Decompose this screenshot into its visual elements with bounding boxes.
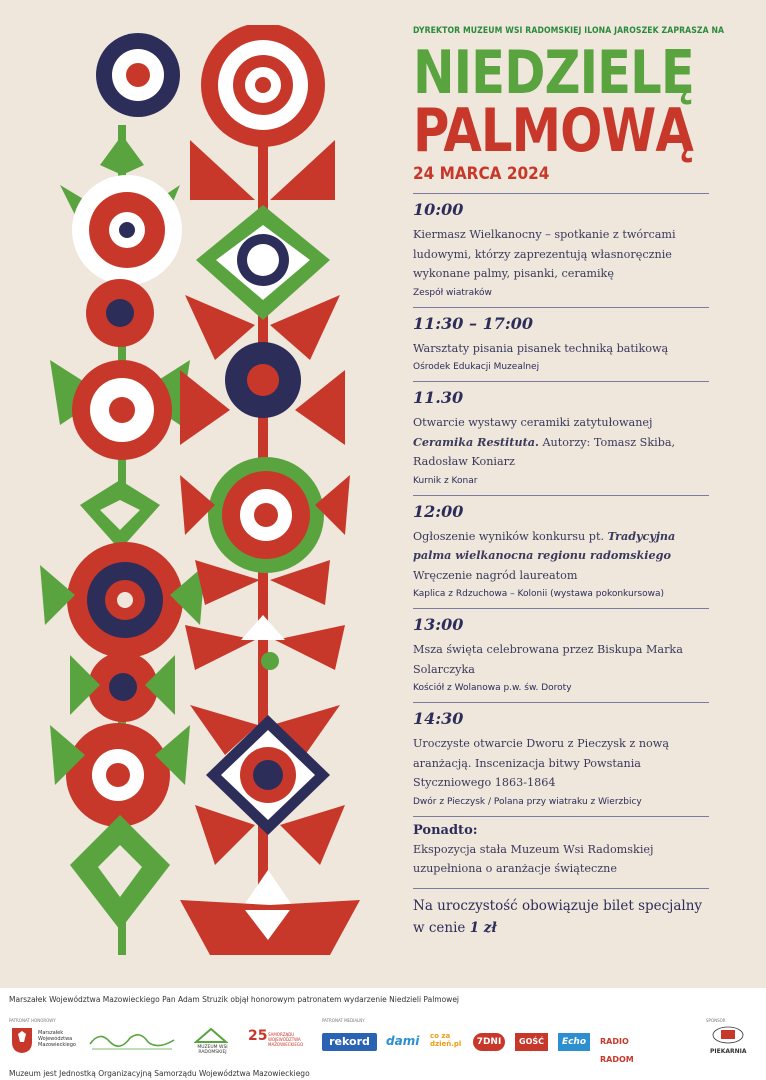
divider bbox=[413, 816, 709, 817]
divider bbox=[413, 608, 709, 609]
sponsors-footer bbox=[0, 988, 766, 1080]
event-place: Dwór z Pieczysk / Polana przy wiatraku z Wierzbicy bbox=[413, 796, 642, 807]
navy-flower-icon bbox=[96, 33, 180, 117]
event-ponadto bbox=[413, 823, 709, 879]
event-description: Kiermasz Wielkanocny – spotkanie z twórcami ludowymi, którzy zaprezentują własnoręcznie wykonane palmy, pisanki, ceramikę bbox=[413, 228, 676, 280]
radio-radom-logo: RADIO RADOM bbox=[600, 1037, 634, 1064]
divider bbox=[413, 888, 709, 889]
oskar-kolberg-signature-logo bbox=[86, 1028, 178, 1054]
organisation-note: Muzeum jest Jednostką Organizacyjną Samorządu Województwa Mazowieckiego bbox=[9, 1069, 310, 1078]
divider bbox=[413, 307, 709, 308]
piekarnia-emblem-icon bbox=[712, 1025, 744, 1045]
ticket-price: 1 zł bbox=[469, 919, 497, 936]
event-description bbox=[413, 413, 709, 472]
event-1300 bbox=[413, 615, 709, 693]
divider bbox=[413, 702, 709, 703]
muzeum-logo-icon bbox=[194, 1026, 228, 1044]
exhibition-title: Ceramika Restituta. bbox=[413, 434, 539, 449]
marszalek-logo-text: Marszałek Województwa Mazowieckiego bbox=[38, 1030, 76, 1048]
ticket-info bbox=[413, 895, 709, 939]
event-1130 bbox=[413, 388, 709, 486]
event-heading: Ponadto: bbox=[413, 822, 478, 838]
coat-of-arms-icon bbox=[10, 1026, 34, 1054]
event-place: Kościół z Wolanowa p.w. św. Doroty bbox=[413, 683, 572, 693]
anniversary-25-logo: 25 bbox=[248, 1028, 268, 1044]
event-1000 bbox=[413, 200, 709, 298]
event-description: Uroczyste otwarcie Dworu z Pieczysk z nową aranżacją. Inscenizacja bitwy Powstania Styczniowego 1863-1864 bbox=[413, 737, 670, 789]
cozadzien-logo: co za dzień.pl bbox=[430, 1032, 462, 1048]
program-column bbox=[413, 26, 725, 939]
event-date: 24 MARCA 2024 bbox=[413, 164, 550, 184]
muzeum-logo-text: MUZEUM WSI RADOMSKIEJ bbox=[197, 1045, 228, 1055]
event-time: 11:30 – 17:00 bbox=[413, 313, 534, 333]
event-place: Kaplica z Rdzuchowa – Kolonii (wystawa pokonkursowa) bbox=[413, 589, 664, 599]
event-1200 bbox=[413, 502, 709, 600]
description-text: Ogłoszenie wyników konkursu pt. bbox=[413, 529, 605, 543]
event-time: 12:00 bbox=[413, 501, 464, 521]
event-description: Warsztaty pisania pisanek techniką batikową bbox=[413, 341, 669, 355]
event-description: Ekspozycja stała Muzeum Wsi Radomskiej uzupełniona o aranżacje świąteczne bbox=[413, 842, 654, 875]
divider bbox=[413, 381, 709, 382]
description-text: Otwarcie wystawy ceramiki zatytułowanej bbox=[413, 416, 653, 429]
gosc-logo: GOŚĆ bbox=[515, 1033, 548, 1051]
event-time: 11.30 bbox=[413, 388, 464, 407]
event-time: 10:00 bbox=[413, 200, 464, 219]
event-place: Kurnik z Konar bbox=[413, 475, 478, 486]
piekarnia-logo-text: PIEKARNIA bbox=[710, 1048, 747, 1055]
label-media-patronage: PATRONAT MEDIALNY bbox=[322, 1018, 365, 1023]
invite-line: DYREKTOR MUZEUM WSI RADOMSKIEJ ILONA JAROSZEK ZAPRASZA NA bbox=[413, 26, 725, 36]
description-text: Wręczenie nagród laureatom bbox=[413, 568, 578, 582]
description-text: Autorzy: Tomasz Skiba, Radosław Koniarz bbox=[413, 435, 676, 468]
divider bbox=[413, 193, 709, 194]
event-description bbox=[413, 527, 709, 586]
event-1430 bbox=[413, 709, 709, 807]
ticket-text: Na uroczystość obowiązuje bilet specjalny w cenie bbox=[413, 897, 703, 936]
event-1130-1700 bbox=[413, 314, 709, 373]
dami-logo: dami bbox=[386, 1034, 420, 1048]
label-honorary-patronage: PATRONAT HONOROWY bbox=[9, 1018, 56, 1023]
samorzad-logo-text: SAMORZĄDU WOJEWÓDZTWA MAZOWIECKIEGO bbox=[268, 1032, 304, 1047]
contest-title: Tradycyjna palma wielkanocna regionu radomskiego bbox=[413, 528, 676, 562]
event-time: 14:30 bbox=[413, 709, 464, 728]
echo-logo: Echo bbox=[558, 1033, 590, 1051]
event-time: 13:00 bbox=[413, 615, 464, 634]
title-line-2: PALMOWĄ bbox=[413, 96, 693, 166]
event-description: Msza święta celebrowana przez Biskupa Marka Solarczyka bbox=[413, 643, 683, 676]
rekord-logo: rekord bbox=[322, 1033, 377, 1051]
event-place: Ośrodek Edukacji Muzealnej bbox=[413, 362, 540, 372]
folk-papercut-illustration bbox=[30, 25, 380, 975]
7dni-logo: 7DNI bbox=[473, 1033, 505, 1051]
divider bbox=[413, 495, 709, 496]
title-line-1: NIEDZIELĘ bbox=[413, 38, 694, 108]
label-sponsor: SPONSOR bbox=[706, 1018, 726, 1023]
patronage-note: Marszałek Województwa Mazowieckiego Pan Adam Struzik objął honorowym patronatem wydarzenie Niedzieli Palmowej bbox=[9, 995, 460, 1004]
event-place: Zespół wiatraków bbox=[413, 287, 492, 298]
